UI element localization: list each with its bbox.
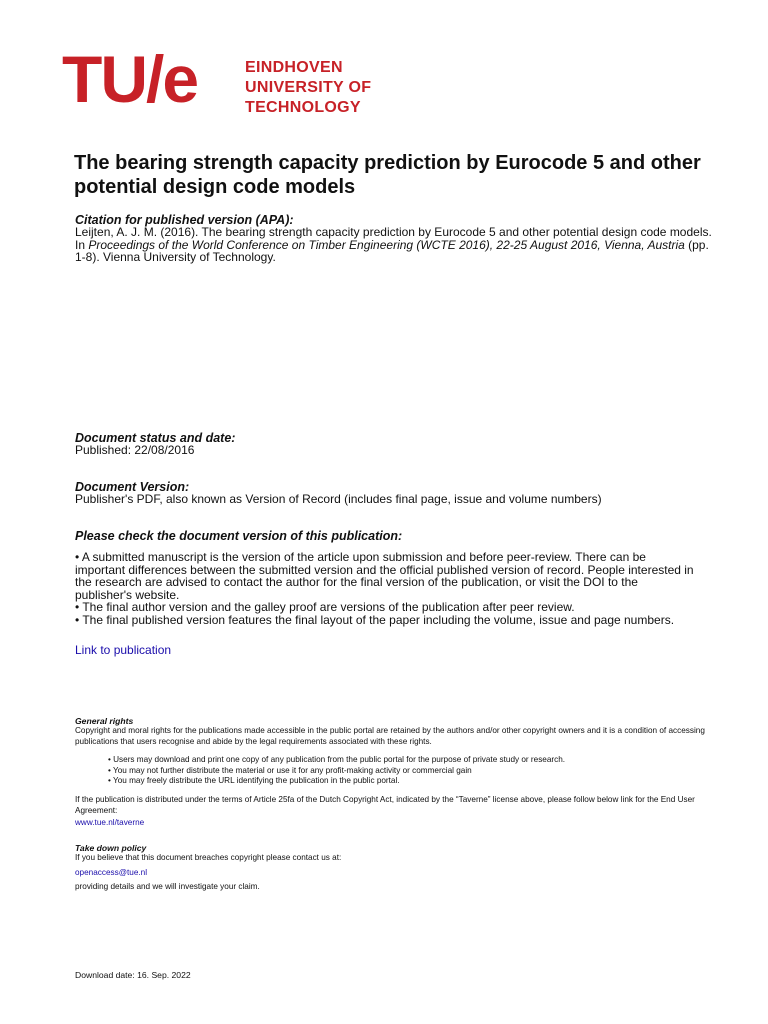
- taverne-link[interactable]: www.tue.nl/taverne: [75, 818, 145, 827]
- rights-bullets: [108, 755, 708, 787]
- status-text: Published: 22/08/2016: [75, 443, 195, 457]
- citation-text: [75, 226, 715, 264]
- university-name: [245, 58, 371, 118]
- citation-proceedings: Proceedings of the World Conference on Timber Engineering (WCTE 2016), 22-25 August 2016, Vienna, Austria: [88, 237, 685, 252]
- takedown-label: Take down policy: [75, 843, 147, 853]
- university-name-line: EINDHOVEN: [245, 59, 343, 76]
- list-item: • The final author version and the galley proof are versions of the publication after peer review.: [75, 600, 575, 614]
- tue-logo-mark: TU/e: [62, 42, 198, 116]
- publication-link[interactable]: Link to publication: [75, 643, 172, 657]
- university-name-line: TECHNOLOGY: [245, 99, 361, 116]
- takedown-text: If you believe that this document breaches copyright please contact us at:: [75, 853, 342, 862]
- list-item: • The final published version features the final layout of the paper including the volume, issue and page numbers.: [75, 612, 675, 627]
- download-date: Download date: 16. Sep. 2022: [75, 970, 191, 980]
- citation-label: Citation for published version (APA):: [75, 213, 294, 227]
- tue-logo: [62, 42, 402, 124]
- check-version-label: Please check the document version of this publication:: [75, 529, 403, 543]
- university-name-line: UNIVERSITY OF: [245, 79, 372, 96]
- taverne-notice: If the publication is distributed under the terms of Article 25fa of the Dutch Copyright Act, indicated by the “Taverne” license above, please follow below link for the End User Agreement:: [75, 795, 695, 815]
- takedown-claim-text: providing details and we will investigate your claim.: [75, 882, 260, 891]
- citation-text-part: (pp. 1-8). Vienna University of Technology.: [75, 237, 709, 264]
- check-version-list: [75, 551, 695, 626]
- citation-text-part: Leijten, A. J. M. (2016). The bearing strength capacity prediction by Eurocode 5 and other potential design code models. In: [75, 225, 712, 252]
- status-label: Document status and date:: [75, 431, 236, 445]
- version-text: Publisher's PDF, also known as Version of Record (includes final page, issue and volume numbers): [75, 492, 602, 506]
- list-item: • Users may download and print one copy of any publication from the public portal for the purpose of private study or research.: [108, 755, 566, 764]
- document-title: The bearing strength capacity prediction by Eurocode 5 and other potential design code models: [74, 152, 701, 198]
- list-item: • A submitted manuscript is the version of the article upon submission and before peer-review. There can be important differences between the submitted version and the official published version of record. People interested in the research are advised to contact the author for the final version of the publication, or visit the DOI to the publisher's website.: [75, 550, 694, 602]
- list-item: • You may freely distribute the URL identifying the publication in the public portal.: [108, 776, 400, 785]
- list-item: • You may not further distribute the material or use it for any profit-making activity or commercial gain: [108, 765, 472, 775]
- general-rights-text: Copyright and moral rights for the publications made accessible in the public portal are retained by the authors and/or other copyright owners and it is a condition of accessing publications that users recognise and abide by the legal requirements associated with these rights.: [75, 726, 705, 746]
- general-rights-label: General rights: [75, 716, 134, 726]
- contact-email-link[interactable]: openaccess@tue.nl: [75, 868, 148, 877]
- version-label: Document Version:: [75, 480, 190, 494]
